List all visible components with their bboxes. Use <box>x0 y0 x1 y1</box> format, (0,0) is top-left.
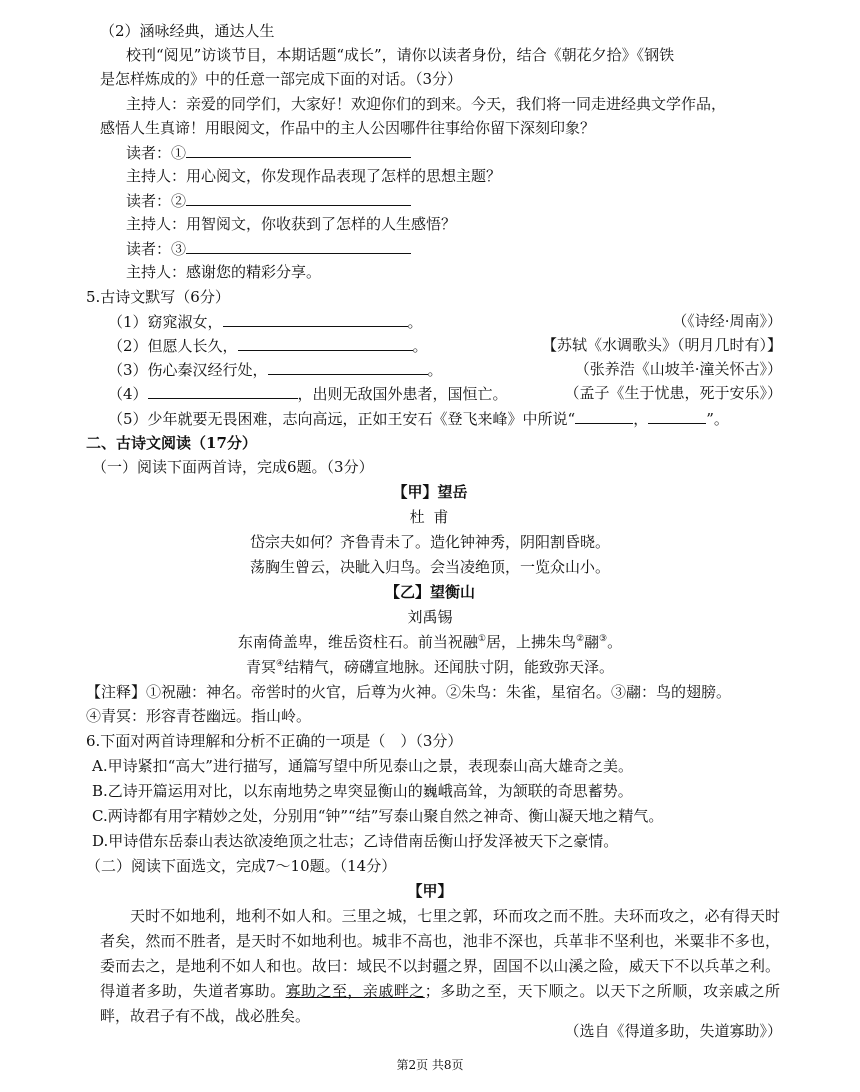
q4-reader-2 <box>126 189 411 213</box>
q4-host-line2: 主持人：用心阅文，你发现作品表现了怎样的思想主题？ <box>126 167 502 185</box>
q6-option-b[interactable]: B.乙诗开篇运用对比，以东南地势之卑突显衡山的巍峨高耸，为颔联的奇思蓄势。 <box>92 782 633 800</box>
passage-underlined-sentence: 寡助之至，亲戚畔之 <box>285 982 425 1000</box>
poem-b-line-1 <box>0 631 860 654</box>
q5-item-1 <box>108 310 423 334</box>
q5-item-3-end: 。 <box>427 361 443 379</box>
q5-item-5-comma: ， <box>633 410 649 428</box>
q5-item-5-blank-2[interactable] <box>648 407 706 424</box>
q4-sub-heading: （2）涵咏经典，通达人生 <box>100 22 275 40</box>
poem-b-line-2-part-a: 青冥 <box>245 658 276 676</box>
q5-item-5-text: （5）少年就要无畏困难，志向高远，正如王安石《登飞来峰》中所说“ <box>108 410 576 428</box>
page-footer: 第2页 共8页 <box>396 1058 464 1072</box>
poem-b-line-1-end: 。 <box>607 633 623 651</box>
q4-reader-3 <box>126 237 411 261</box>
reader-3-answer-blank[interactable] <box>186 237 411 254</box>
classical-passage <box>100 904 780 1029</box>
passage-text-1: 天时不如地利，地利不如人和。三里之城，七里之郭，环而攻之而不胜。夫环而攻之，必有得天时者矣，然而不胜者，是天时不如地利也。城非不高也，池非不深也，兵革非不坚利也，米粟非不多也，委而去之，是地利不如人和也。故曰：域民不以封疆之界，固国不以山溪之险，威天下不以兵革之利。得道者多助，失道者寡助。 <box>100 907 780 1000</box>
q4-host-line3: 主持人：用智阅文，你收获到了怎样的人生感悟？ <box>126 215 457 233</box>
passage-source: （选自《得道多助，失道寡助》） <box>564 1022 782 1040</box>
q5-item-1-blank[interactable] <box>223 310 408 327</box>
reader-1-answer-blank[interactable] <box>186 141 411 158</box>
q5-item-1-text: （1）窈窕淑女， <box>108 313 223 331</box>
part-2-heading: （二）阅读下面选文，完成7～10题。（14分） <box>86 857 397 875</box>
q5-item-3-source: （张养浩《山坡羊·潼关怀古》） <box>574 360 782 378</box>
poem-b-line-1-part-a: 东南倚盖卑，维岳资柱石。前当祝融 <box>237 633 478 651</box>
q5-item-2 <box>108 334 428 358</box>
poem-b-title: 【乙】望衡山 <box>384 583 475 601</box>
reader-1-label: 读者：① <box>126 144 187 162</box>
poem-a-line-1: 岱宗夫如何？齐鲁青未了。造化钟神秀，阴阳割昏晓。 <box>249 533 610 551</box>
reader-3-label: 读者：③ <box>126 240 187 258</box>
poem-b-line-2-part-b: 结精气，磅礴宣地脉。还闻肤寸阴，能致弥天泽。 <box>284 658 615 676</box>
q5-item-1-source: （《诗经·周南》） <box>672 312 782 330</box>
note-ref-2: ② <box>575 634 585 644</box>
q5-item-4 <box>108 382 508 406</box>
q5-item-4-text: （4） <box>108 385 148 403</box>
q5-item-2-source: 【苏轼《水调歌头》（明月几时有）】 <box>541 336 782 354</box>
note-ref-1: ① <box>477 634 486 644</box>
q5-item-2-end: 。 <box>412 337 428 355</box>
q5-item-5-end: ”。 <box>706 410 729 428</box>
poem-b-line-1-part-c: 翮 <box>584 633 600 651</box>
note-ref-3: ③ <box>599 634 608 644</box>
q5-item-5-blank-1[interactable] <box>575 407 633 424</box>
q6-stem: 6.下面对两首诗理解和分析不正确的一项是（ ）（3分） <box>86 732 463 750</box>
q5-item-4-end: ，出则无敌国外患者，国恒亡。 <box>297 385 508 403</box>
poem-a-line-2: 荡胸生曾云，决眦入归鸟。会当凌绝顶，一览众山小。 <box>249 558 610 576</box>
poem-b-line-1-part-b: 居，上拂朱鸟 <box>485 633 576 651</box>
text-a-label: 【甲】 <box>407 882 453 900</box>
annotation-line-1: 【注释】①祝融：神名。帝喾时的火官，后尊为火神。②朱鸟：朱雀，星宿名。③翮：鸟的翅膀。 <box>86 683 732 701</box>
q4-host-line4: 主持人：感谢您的精彩分享。 <box>126 263 322 281</box>
reader-2-answer-blank[interactable] <box>186 189 411 206</box>
q5-item-2-blank[interactable] <box>238 334 413 351</box>
q4-reader-1 <box>126 141 411 165</box>
reader-2-label: 读者：② <box>126 192 187 210</box>
annotation-line-2: ④青冥：形容青苍幽远。指山岭。 <box>86 707 312 725</box>
q6-option-c[interactable]: C.两诗都有用字精妙之处，分别用“钟”“结”写泰山聚自然之神奇、衡山凝天地之精气。 <box>92 807 664 825</box>
q5-item-3 <box>108 358 443 382</box>
q5-item-4-blank[interactable] <box>148 382 298 399</box>
q4-host-line1a: 主持人：亲爱的同学们，大家好！欢迎你们的到来。今天，我们将一同走进经典文学作品， <box>126 95 727 113</box>
q5-item-3-text: （3）伤心秦汉经行处， <box>108 361 268 379</box>
section-2-heading: 二、古诗文阅读（17分） <box>86 434 257 452</box>
q5-item-2-text: （2）但愿人长久， <box>108 337 238 355</box>
q4-intro-line2: 是怎样炼成的》中的任意一部完成下面的对话。（3分） <box>100 70 463 88</box>
q6-option-d[interactable]: D.甲诗借东岳泰山表达欲凌绝顶之壮志；乙诗借南岳衡山抒发泽被天下之豪情。 <box>92 832 619 850</box>
q5-heading: 5.古诗文默写（6分） <box>86 288 230 306</box>
q6-option-a[interactable]: A.甲诗紧扣“高大”进行描写，通篇写望中所见泰山之景，表现泰山高大雄奇之美。 <box>92 757 633 775</box>
q4-intro-line1: 校刊“阅见”访谈节目，本期话题“成长”，请你以读者身份，结合《朝花夕拾》《钢铁 <box>126 46 675 64</box>
poem-b-line-2 <box>0 656 860 679</box>
q5-item-4-source: （孟子《生于忧患，死于安乐》） <box>564 384 782 402</box>
poem-a-author: 杜 甫 <box>409 508 451 526</box>
q5-item-1-end: 。 <box>407 313 423 331</box>
poem-b-author: 刘禹锡 <box>407 608 453 626</box>
q5-item-5 <box>108 407 729 431</box>
q5-item-3-blank[interactable] <box>268 358 428 375</box>
q4-host-line1b: 感悟人生真谛！用眼阅文，作品中的主人公因哪件往事给你留下深刻印象？ <box>100 119 596 137</box>
poem-a-title: 【甲】望岳 <box>392 483 468 501</box>
note-ref-4: ④ <box>275 659 285 669</box>
passage-text-2: ；多助之至，天下顺之。以天下之所顺，攻亲戚之所畔，故君子有不战，战必胜矣。 <box>100 982 780 1025</box>
section-2-part-1-heading: （一）阅读下面两首诗，完成6题。（3分） <box>92 458 374 476</box>
